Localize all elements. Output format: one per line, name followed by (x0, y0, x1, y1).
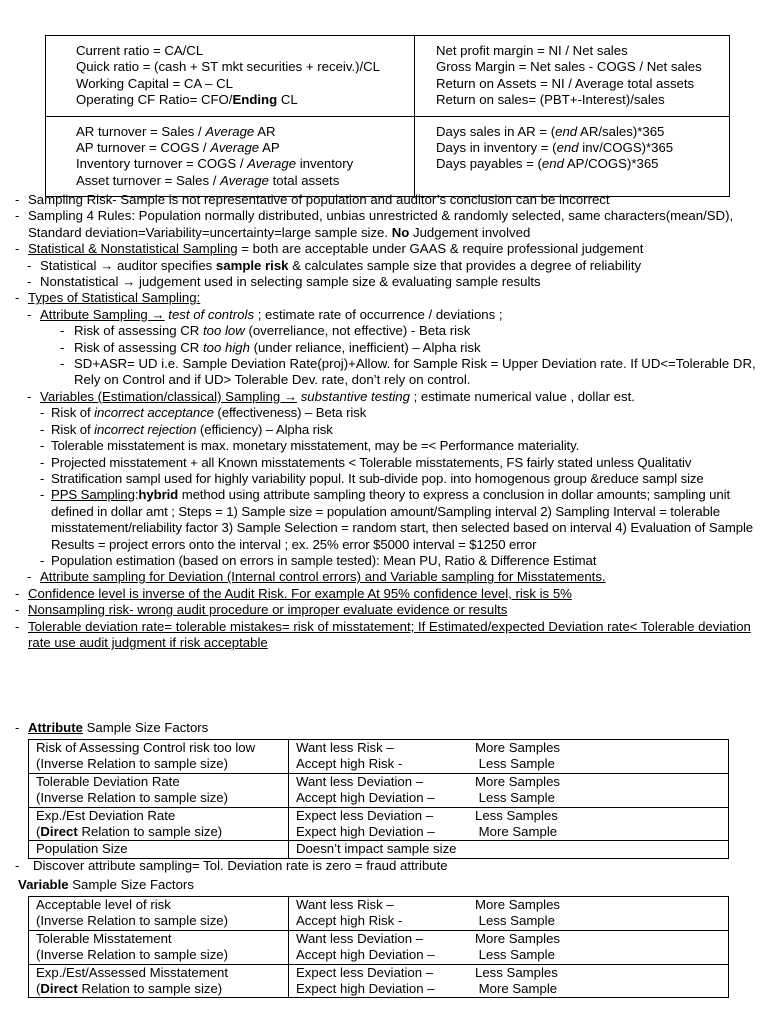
factor-row (29, 807, 729, 841)
note-attribute-vs-variable (0, 569, 768, 585)
formula-days-payables: Days payables = (end AP/COGS)*365 (436, 156, 659, 172)
note-nonstatistical (0, 274, 768, 290)
attribute-heading-rest: Sample Size Factors (82, 720, 209, 735)
bullet-dash: - (15, 602, 20, 618)
bullet-dash: - (40, 470, 45, 486)
bullet-dash: - (27, 257, 32, 273)
expectation-cell: Want less Deviation – Accept high Deviation – (289, 930, 476, 964)
liquidity-ratios-cell (46, 36, 414, 116)
bullet-dash: - (60, 339, 65, 355)
note-text: Risk of incorrect acceptance (effectiveness) – Beta risk (51, 405, 367, 421)
note-incorrect-rejection (0, 422, 768, 438)
note-text: Risk of incorrect rejection (efficiency) – Alpha risk (51, 421, 333, 437)
bullet-dash: - (40, 405, 45, 421)
note-types (0, 290, 768, 306)
factor-row (29, 773, 729, 807)
formula-net-profit-margin: Net profit margin = NI / Net sales (436, 43, 628, 58)
note-projected-misstatement (0, 455, 768, 471)
note-population-estimation (0, 553, 768, 569)
formula-ar-turnover: AR turnover = Sales / Average AR (76, 123, 276, 139)
note-tolerable-misstatement (0, 438, 768, 454)
note-text: Tolerable deviation rate= tolerable mistakes= risk of misstatement; If Estimated/expected Deviation rate< Tolerable deviation rate use audit judgment if risk acceptable (28, 618, 751, 650)
note-text: Risk of assessing CR too low (overreliance, not effective) - Beta risk (74, 323, 471, 339)
bullet-dash: - (60, 356, 65, 372)
formula-return-on-assets: Return on Assets = NI / Average total assets (436, 75, 695, 91)
note-text: Attribute sampling for Deviation (Internal control errors) and Variable sampling for Misstatements. (40, 569, 606, 585)
formula-gross-margin: Gross Margin = Net sales - COGS / Net sales (436, 59, 702, 75)
note-statistical (0, 258, 768, 274)
variable-heading-bold: Variable (18, 877, 69, 892)
bullet-dash: - (15, 618, 20, 634)
formula-ap-turnover: AP turnover = COGS / Average AP (76, 139, 280, 155)
bullet-dash: - (15, 290, 20, 306)
attribute-heading-bold: Attribute (28, 720, 83, 735)
formula-return-on-sales: Return on sales= (PBT+-Interest)/sales (436, 92, 665, 108)
expectation-cell: Want less Risk – Accept high Risk - (289, 740, 476, 774)
formula-inventory-turnover: Inventory turnover = COGS / Average inventory (76, 156, 354, 172)
note-nonsampling-risk (0, 602, 768, 618)
note-text: SD+ASR= UD i.e. Sample Deviation Rate(proj)+Allow. for Sample Risk = Upper Deviation rate. If UD<=Tolerable DR, Rely on Control and if UD> Tolerable Dev. rate, don’t rely on control. (74, 356, 756, 388)
note-cr-too-high (0, 340, 768, 356)
factor-row (29, 841, 729, 858)
sample-effect-cell: More Samples Less Sample (475, 773, 729, 807)
sample-effect-cell: Less Samples More Sample (475, 807, 729, 841)
expectation-cell: Expect less Deviation – Expect high Deviation – (289, 807, 476, 841)
sample-effect-cell: Less Samples More Sample (475, 964, 729, 998)
bullet-dash: - (15, 208, 20, 224)
ratio-formula-table (45, 35, 730, 197)
note-text: Nonsampling risk- wrong audit procedure or improper evaluate evidence or results (28, 602, 508, 618)
note-stratification (0, 471, 768, 487)
note-text: Attribute Sampling → test of controls ; estimate rate of occurrence / deviations ; (40, 306, 503, 322)
note-text: Risk of assessing CR too high (under reliance, inefficient) – Alpha risk (74, 339, 481, 355)
formula-days-in-inventory: Days in inventory = (end inv/COGS)*365 (436, 139, 674, 155)
factor-row (29, 964, 729, 998)
note-text: Nonstatistical → judgement used in selecting sample size & evaluating sample results (40, 274, 541, 290)
expectation-cell: Want less Risk – Accept high Risk - (289, 897, 476, 931)
days-ratios-cell (415, 117, 729, 180)
sample-effect-cell: More Samples Less Sample (475, 740, 729, 774)
note-text: PPS Sampling:hybrid method using attribute sampling theory to express a conclusion in dollar amounts; sampling unit defined in dollar amt ; Steps = 1) Sample size = population amount/Sampling interval 2) Sampling Interval = tolerable misstatement/reliability factor 3) Sample Selection = random start, then selected based on interval 4) Evaluation of Sample Results = project errors onto the interval ; ex. 25% error $5000 interval = $1250 error (51, 487, 754, 552)
factor-row (29, 740, 729, 774)
profitability-ratios-cell (415, 36, 729, 116)
note-sampling-risk (0, 192, 768, 208)
bullet-dash: - (40, 454, 45, 470)
bullet-dash: - (40, 552, 45, 568)
factor-cell: Exp./Est/Assessed Misstatement (Direct Relation to sample size) (29, 964, 289, 998)
factor-cell: Tolerable Deviation Rate (Inverse Relation to sample size) (29, 773, 289, 807)
note-confidence-level (0, 586, 768, 602)
note-text: Types of Statistical Sampling: (28, 290, 201, 306)
turnover-ratios-cell (46, 117, 414, 197)
bullet-dash: - (60, 323, 65, 339)
bullet-dash: - (27, 388, 32, 404)
bullet-dash: - (27, 274, 32, 290)
bullet-dash: - (15, 241, 20, 257)
factor-cell: Population Size (29, 841, 289, 858)
note-text: Confidence level is inverse of the Audit Risk. For example At 95% confidence level, risk is 5% (28, 585, 572, 601)
sample-effect-cell: More Samples Less Sample (475, 897, 729, 931)
note-pps-sampling (0, 487, 768, 553)
note-text: Stratification sampl used for highly variability popul. It sub-divide pop. into homogenous group &reduce sampl size (51, 470, 704, 486)
expectation-cell: Want less Deviation – Accept high Deviation – (289, 773, 476, 807)
factor-cell: Acceptable level of risk (Inverse Relation to sample size) (29, 897, 289, 931)
note-text: Variables (Estimation/classical) Sampling → substantive testing ; estimate numerical value , dollar est. (40, 388, 635, 404)
note-text: Projected misstatement + all Known misstatements < Tolerable misstatements, FS fairly stated unless Qualitativ (51, 454, 692, 470)
formula-working-capital: Working Capital = CA – CL (76, 75, 233, 91)
note-discover-attribute-sampling: - Discover attribute sampling= Tol. Deviation rate is zero = fraud attribute (15, 858, 448, 873)
note-text: Statistical & Nonstatistical Sampling = both are acceptable under GAAS & require professional judgement (28, 241, 644, 257)
bullet-dash: - (27, 306, 32, 322)
bullet-dash: - (15, 192, 20, 207)
note-text: Tolerable misstatement is max. monetary misstatement, may be =< Performance materiality. (51, 438, 580, 454)
bullet-dash: - (40, 487, 45, 503)
formula-days-sales-in-ar: Days sales in AR = (end AR/sales)*365 (436, 123, 665, 139)
bullet-dash: - (27, 569, 32, 585)
note-text: Sampling Risk- Sample is not representative of population and auditor’s conclusion can be incorrect (28, 192, 610, 207)
formula-operating-cf-ratio: Operating CF Ratio= CFO/Ending CL (76, 92, 298, 108)
factor-cell: Risk of Assessing Control risk too low (Inverse Relation to sample size) (29, 740, 289, 774)
variable-factors-table (28, 896, 729, 998)
factor-row (29, 930, 729, 964)
attribute-factors-table (28, 739, 729, 859)
bullet-dash: - (40, 438, 45, 454)
formula-asset-turnover: Asset turnover = Sales / Average total assets (76, 172, 340, 188)
sampling-notes-list (0, 192, 768, 651)
note-text: Statistical → auditor specifies sample risk & calculates sample size that provides a degree of reliability (40, 257, 642, 273)
bullet-dash: - (40, 421, 45, 437)
note-text: Population estimation (based on errors in sample tested): Mean PU, Ratio & Difference Estimat (51, 552, 597, 568)
note-sd-asr (0, 356, 768, 389)
bullet-dash: - (15, 585, 20, 601)
sample-effect-cell: More Samples Less Sample (475, 930, 729, 964)
note-text: Sampling 4 Rules: Population normally distributed, unbias unrestricted & randomly selected, same characters(mean/SD), Standard deviation=Variability=uncertainty=large sample size. No Judgement involved (28, 208, 734, 240)
note-tolerable-deviation (0, 619, 768, 652)
note-variables-sampling (0, 389, 768, 405)
factor-row (29, 897, 729, 931)
factor-cell: Exp./Est Deviation Rate (Direct Relation to sample size) (29, 807, 289, 841)
note-stat-nonstat (0, 241, 768, 257)
note-cr-too-low (0, 323, 768, 339)
expectation-cell: Doesn’t impact sample size (289, 841, 476, 858)
note-incorrect-acceptance (0, 405, 768, 421)
variable-heading-rest: Sample Size Factors (68, 877, 194, 892)
formula-quick-ratio: Quick ratio = (cash + ST mkt securities + receiv.)/CL (76, 59, 381, 75)
expectation-cell: Expect less Deviation – Expect high Deviation – (289, 964, 476, 998)
sample-effect-cell (475, 841, 729, 858)
note-sampling-rules (0, 208, 768, 241)
factor-cell: Tolerable Misstatement (Inverse Relation to sample size) (29, 930, 289, 964)
formula-current-ratio: Current ratio = CA/CL (76, 43, 204, 58)
note-attribute-sampling (0, 307, 768, 323)
